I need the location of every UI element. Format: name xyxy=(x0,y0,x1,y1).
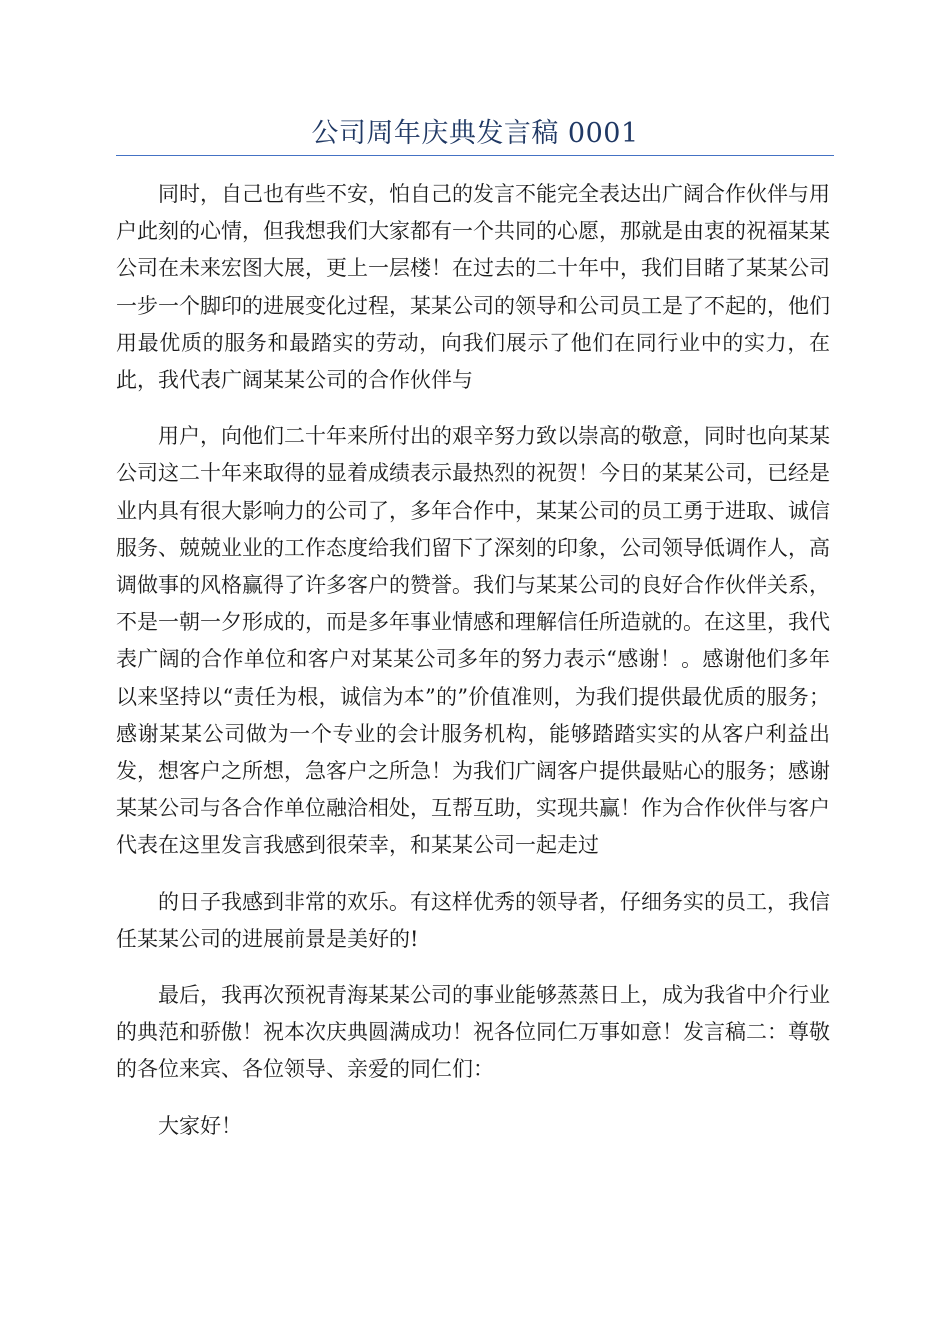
paragraph-4: 最后，我再次预祝青海某某公司的事业能够蒸蒸日上，成为我省中介行业的典范和骄傲！祝本次庆典圆满成功！祝各位同仁万事如意！发言稿二：尊敬的各位来宾、各位领导、亲爱的同仁们： xyxy=(116,983,830,1082)
paragraph-2: 用户，向他们二十年来所付出的艰辛努力致以崇高的敬意，同时也向某某公司这二十年来取得的显着成绩表示最热烈的祝贺！今日的某某公司，已经是业内具有很大影响力的公司了，多年合作中，某某公司的员工勇于进取、诚信服务、兢兢业业的工作态度给我们留下了深刻的印象，公司领导低调作人，高调做事的风格赢得了许多客户的赞誉。我们与某某公司的良好合作伙伴关系，不是一朝一夕形成的，而是多年事业情感和理解信任所造就的。在这里，我代表广阔的合作单位和客户对某某公司多年的努力表示“感谢！。感谢他们多年以来坚持以“责任为根，诚信为本”的”价值准则，为我们提供最优质的服务；感谢某某公司做为一个专业的会计服务机构，能够踏踏实实的从客户利益出发，想客户之所想，急客户之所急！为我们广阔客户提供最贴心的服务；感谢某某公司与各合作单位融洽相处，互帮互助，实现共赢！作为合作伙伴与客户代表在这里发言我感到很荣幸，和某某公司一起走过 xyxy=(116,424,830,858)
document-title: 公司周年庆典发言稿 0001 xyxy=(311,118,639,149)
paragraph-3: 的日子我感到非常的欢乐。有这样优秀的领导者，仔细务实的员工，我信任某某公司的进展前景是美好的! xyxy=(116,889,830,951)
paragraph-1: 同时，自己也有些不安，怕自己的发言不能完全表达出广阔合作伙伴与用户此刻的心情，但我想我们大家都有一个共同的心愿，那就是由衷的祝福某某公司在未来宏图大展，更上一层楼！在过去的二十年中，我们目睹了某某公司一步一个脚印的进展变化过程，某某公司的领导和公司员工是了不起的，他们用最优质的服务和最踏实的劳动，向我们展示了他们在同行业中的实力，在此，我代表广阔某某公司的合作伙伴与 xyxy=(116,182,830,393)
paragraph-5: 大家好！ xyxy=(158,1113,242,1138)
document-body xyxy=(116,176,830,1164)
title-underline xyxy=(116,155,834,156)
